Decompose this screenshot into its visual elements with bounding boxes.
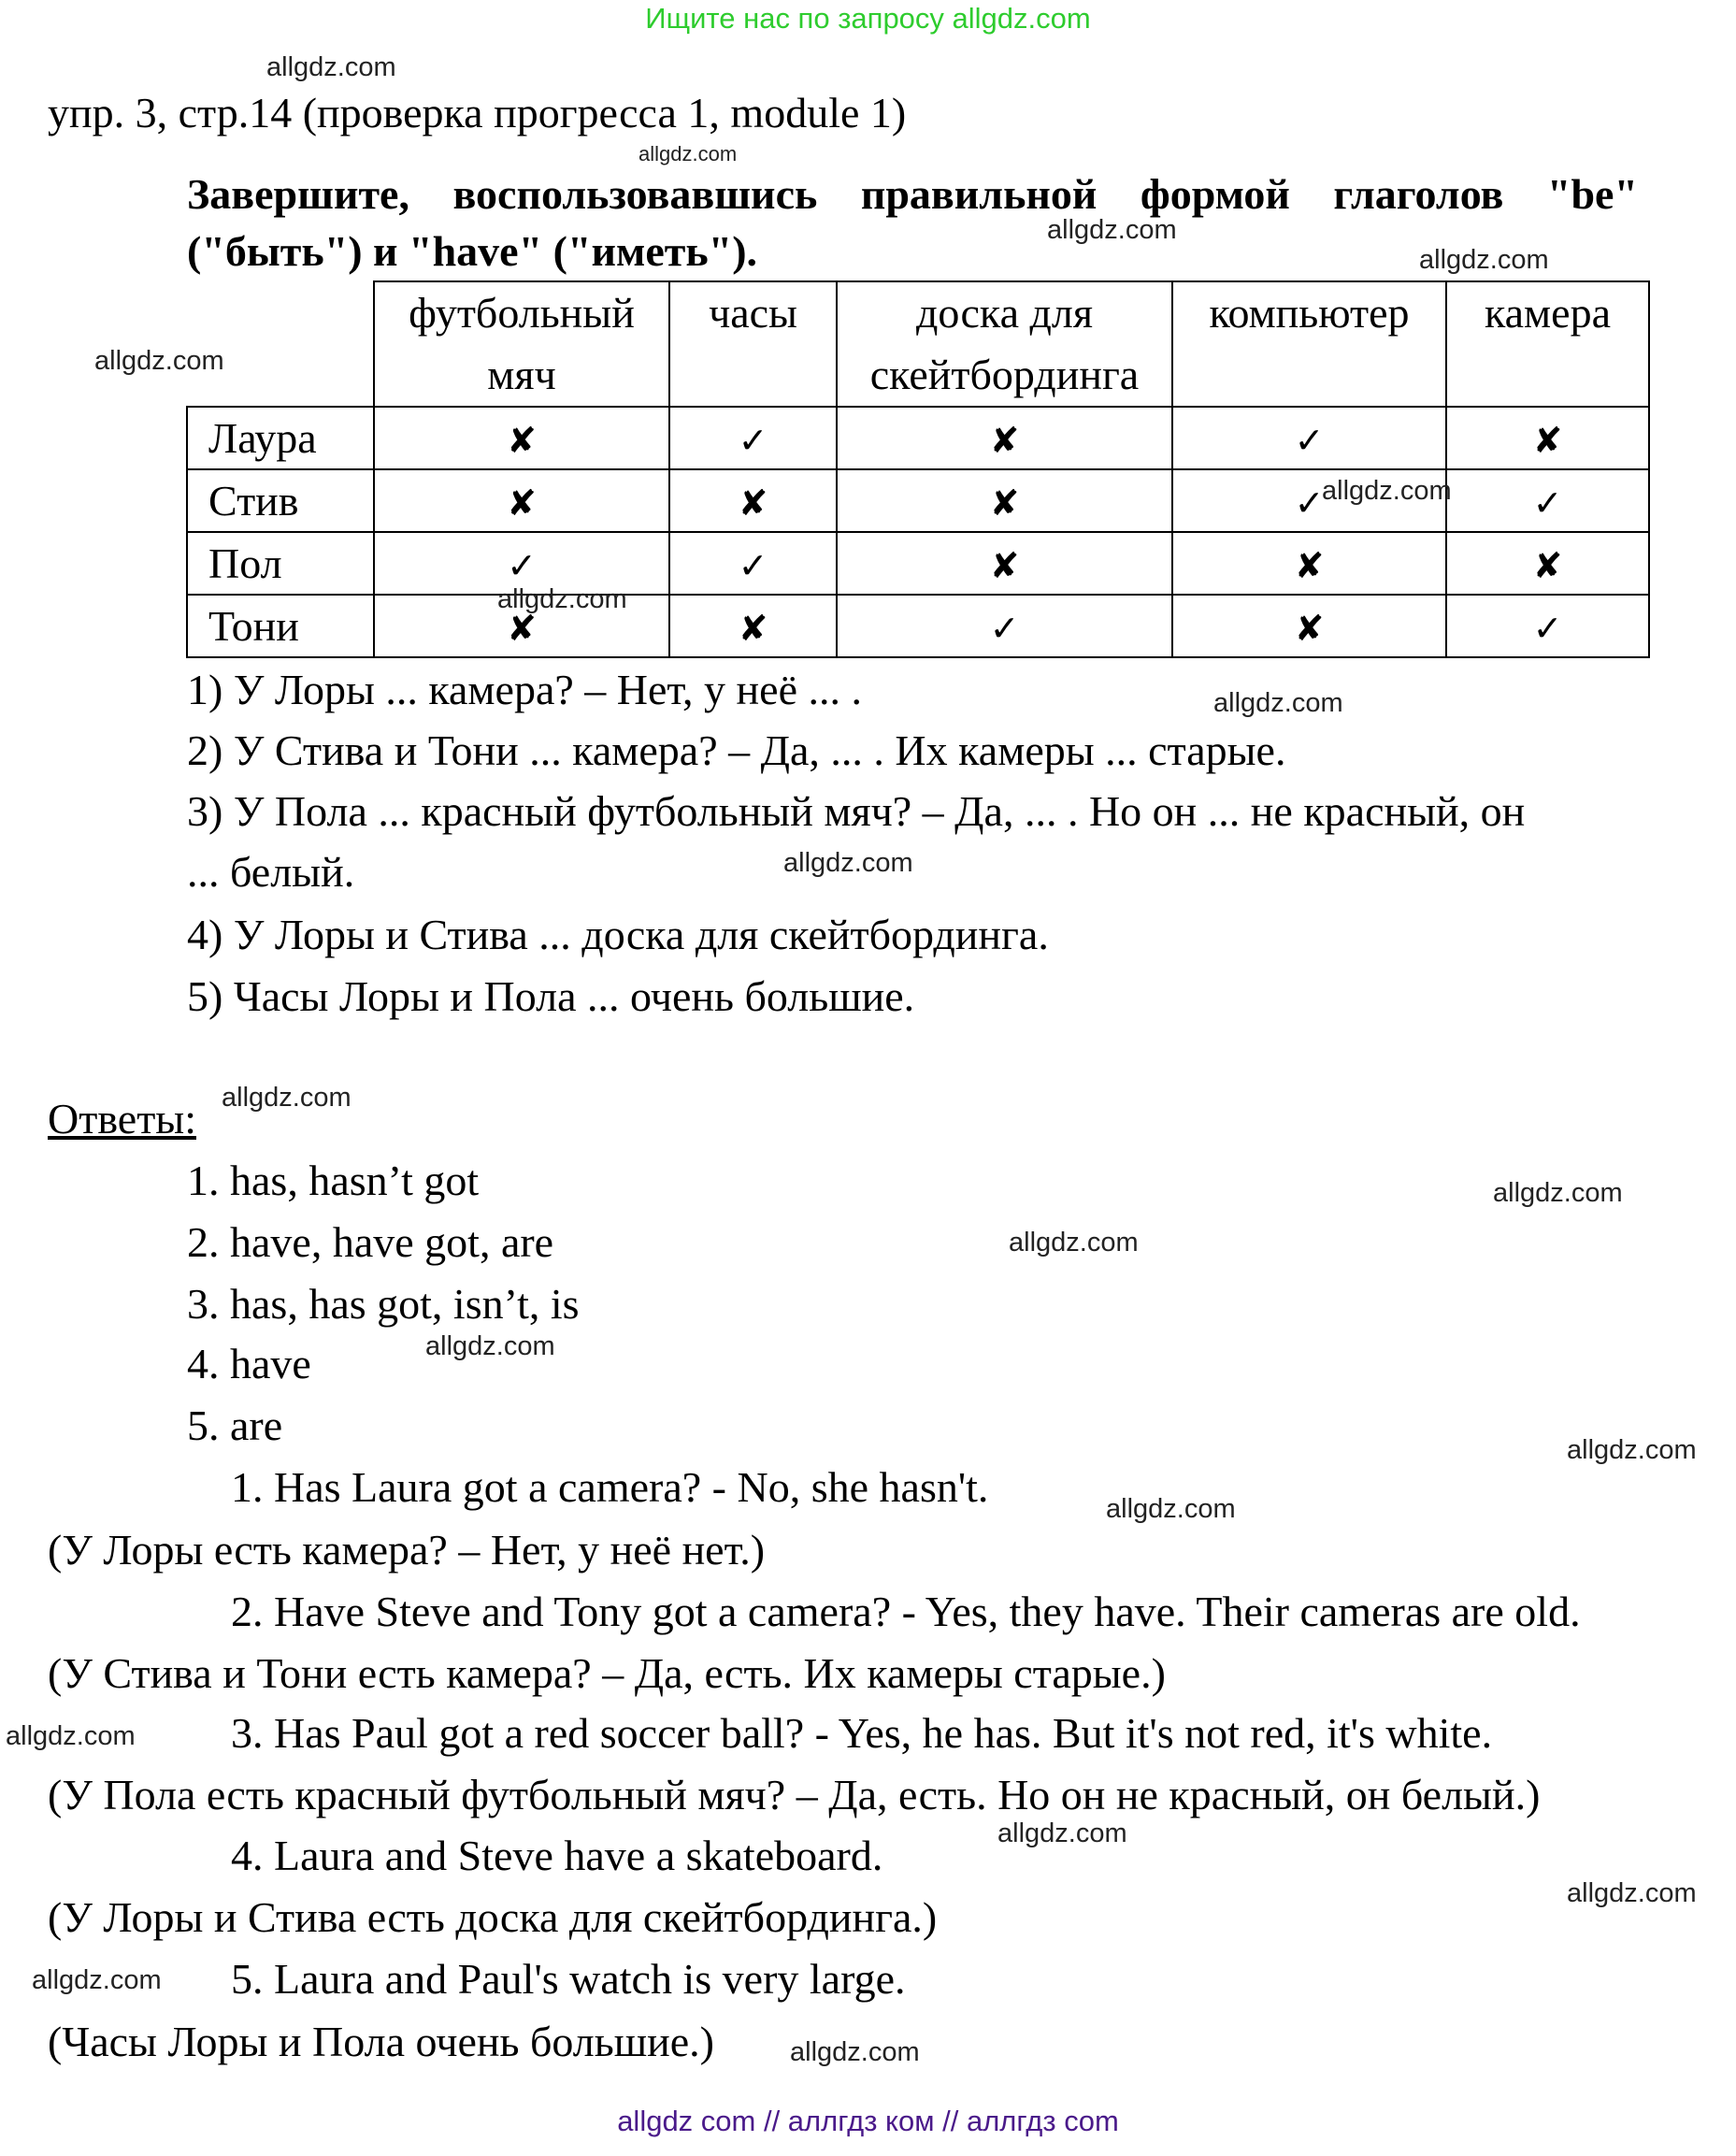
mark-cell (374, 407, 669, 469)
watermark: allgdz.com (1047, 215, 1177, 245)
column-header: часы (669, 281, 837, 407)
cross-icon: ✘ (507, 608, 537, 649)
answer-translation: (У Пола есть красный футбольный мяч? – Да, есть. Но он не красный, он белый.) (48, 1771, 1541, 1818)
mark-cell (669, 532, 837, 595)
mark-cell (837, 407, 1172, 469)
cross-icon: ✘ (989, 545, 1020, 586)
exercise-sentence: 4) У Лоры и Стива ... доска для скейтбординга. (187, 911, 1049, 958)
column-header: доска для скейтбординга (837, 281, 1172, 407)
mark-cell (1446, 407, 1649, 469)
check-icon: ✓ (507, 545, 537, 586)
person-name: Пол (187, 532, 374, 595)
watermark: allgdz.com (790, 2037, 920, 2067)
instruction-line-1: Завершите, воспользовавшись правильной формой глаголов "be" (187, 170, 1638, 218)
watermark: allgdz.com (266, 52, 396, 82)
answer-english: 4. Laura and Steve have a skateboard. (231, 1832, 883, 1879)
watermark: allgdz.com (1419, 245, 1549, 275)
exercise-sentence: 1) У Лоры ... камера? – Нет, у неё ... . (187, 666, 863, 713)
person-name: Лаура (187, 407, 374, 469)
mark-cell (1172, 532, 1446, 595)
watermark: allgdz.com (1213, 688, 1343, 718)
watermark: allgdz.com (6, 1721, 136, 1751)
table-row (187, 532, 1649, 595)
mark-cell (374, 469, 669, 532)
cross-icon: ✘ (1532, 420, 1563, 461)
exercise-sentence: ... белый. (187, 848, 355, 896)
watermark: allgdz.com (1322, 476, 1452, 506)
bottom-banner[interactable]: allgdz com // аллгдз ком // аллгдз com (617, 2105, 1119, 2137)
watermark: allgdz.com (222, 1083, 352, 1113)
exercise-sentence: 5) Часы Лоры и Пола ... очень большие. (187, 972, 915, 1020)
watermark: allgdz.com (497, 584, 627, 614)
watermark: allgdz.com (1567, 1435, 1697, 1465)
cross-icon: ✘ (507, 420, 537, 461)
answer-english: 5. Laura and Paul's watch is very large. (231, 1955, 906, 2003)
short-answer: 2. have, have got, are (187, 1218, 554, 1266)
mark-cell (669, 469, 837, 532)
table-row (187, 407, 1649, 469)
person-name: Стив (187, 469, 374, 532)
watermark: allgdz.com (997, 1818, 1127, 1848)
cross-icon: ✘ (738, 608, 768, 649)
mark-cell (837, 469, 1172, 532)
cross-icon: ✘ (1294, 545, 1325, 586)
check-icon: ✓ (1294, 420, 1325, 461)
person-name: Тони (187, 595, 374, 657)
mark-cell (837, 595, 1172, 657)
watermark: allgdz.com (1106, 1494, 1236, 1524)
header-row (187, 281, 1649, 407)
cross-icon: ✘ (738, 482, 768, 524)
column-header: футбольный мяч (374, 281, 669, 407)
table-row (187, 595, 1649, 657)
check-icon: ✓ (738, 545, 768, 586)
answers-heading: Ответы: (48, 1095, 196, 1143)
possessions-table (186, 280, 1650, 658)
column-header: компьютер (1172, 281, 1446, 407)
mark-cell (1172, 595, 1446, 657)
short-answer: 1. has, hasn’t got (187, 1157, 480, 1204)
watermark: allgdz.com (638, 142, 738, 165)
mark-cell (669, 595, 837, 657)
check-icon: ✓ (738, 420, 768, 461)
mark-cell (1446, 469, 1649, 532)
top-banner[interactable]: Ищите нас по запросу allgdz.com (645, 2, 1091, 35)
answer-translation: (У Лоры и Стива есть доска для скейтбординга.) (48, 1893, 938, 1941)
check-icon: ✓ (1294, 482, 1325, 524)
check-icon: ✓ (1532, 608, 1563, 649)
short-answer: 5. are (187, 1401, 283, 1449)
check-icon: ✓ (1532, 482, 1563, 524)
exercise-sentence: 2) У Стива и Тони ... камера? – Да, ... . Их камеры ... старые. (187, 726, 1286, 774)
short-answer: 3. has, has got, isn’t, is (187, 1280, 580, 1328)
cross-icon: ✘ (507, 482, 537, 524)
watermark: allgdz.com (425, 1331, 555, 1361)
instruction-line-2: ("быть") и "have" ("иметь"). (187, 227, 758, 275)
exercise-title: упр. 3, стр.14 (проверка прогресса 1, module 1) (48, 89, 907, 137)
watermark: allgdz.com (94, 346, 224, 376)
mark-cell (1172, 407, 1446, 469)
watermark: allgdz.com (1493, 1178, 1623, 1208)
answer-english: 2. Have Steve and Tony got a camera? - Yes, they have. Their cameras are old. (231, 1588, 1581, 1635)
mark-cell (669, 407, 837, 469)
answer-translation: (У Лоры есть камера? – Нет, у неё нет.) (48, 1526, 766, 1574)
watermark: allgdz.com (1567, 1878, 1697, 1908)
cross-icon: ✘ (1532, 545, 1563, 586)
mark-cell (837, 532, 1172, 595)
watermark: allgdz.com (1009, 1228, 1139, 1258)
answer-translation: (У Стива и Тони есть камера? – Да, есть. Их камеры старые.) (48, 1649, 1166, 1697)
mark-cell (1446, 532, 1649, 595)
watermark: allgdz.com (783, 848, 913, 878)
short-answer: 4. have (187, 1340, 311, 1387)
column-header: камера (1446, 281, 1649, 407)
check-icon: ✓ (989, 608, 1020, 649)
answer-translation: (Часы Лоры и Пола очень большие.) (48, 2018, 714, 2065)
cross-icon: ✘ (989, 482, 1020, 524)
exercise-sentence: 3) У Пола ... красный футбольный мяч? – Да, ... . Но он ... не красный, он (187, 787, 1526, 835)
answer-english: 1. Has Laura got a camera? - No, she hasn't. (231, 1463, 989, 1511)
answer-english: 3. Has Paul got a red soccer ball? - Yes, he has. But it's not red, it's white. (231, 1709, 1493, 1757)
mark-cell (1446, 595, 1649, 657)
watermark: allgdz.com (32, 1965, 162, 1995)
cross-icon: ✘ (989, 420, 1020, 461)
cross-icon: ✘ (1294, 608, 1325, 649)
